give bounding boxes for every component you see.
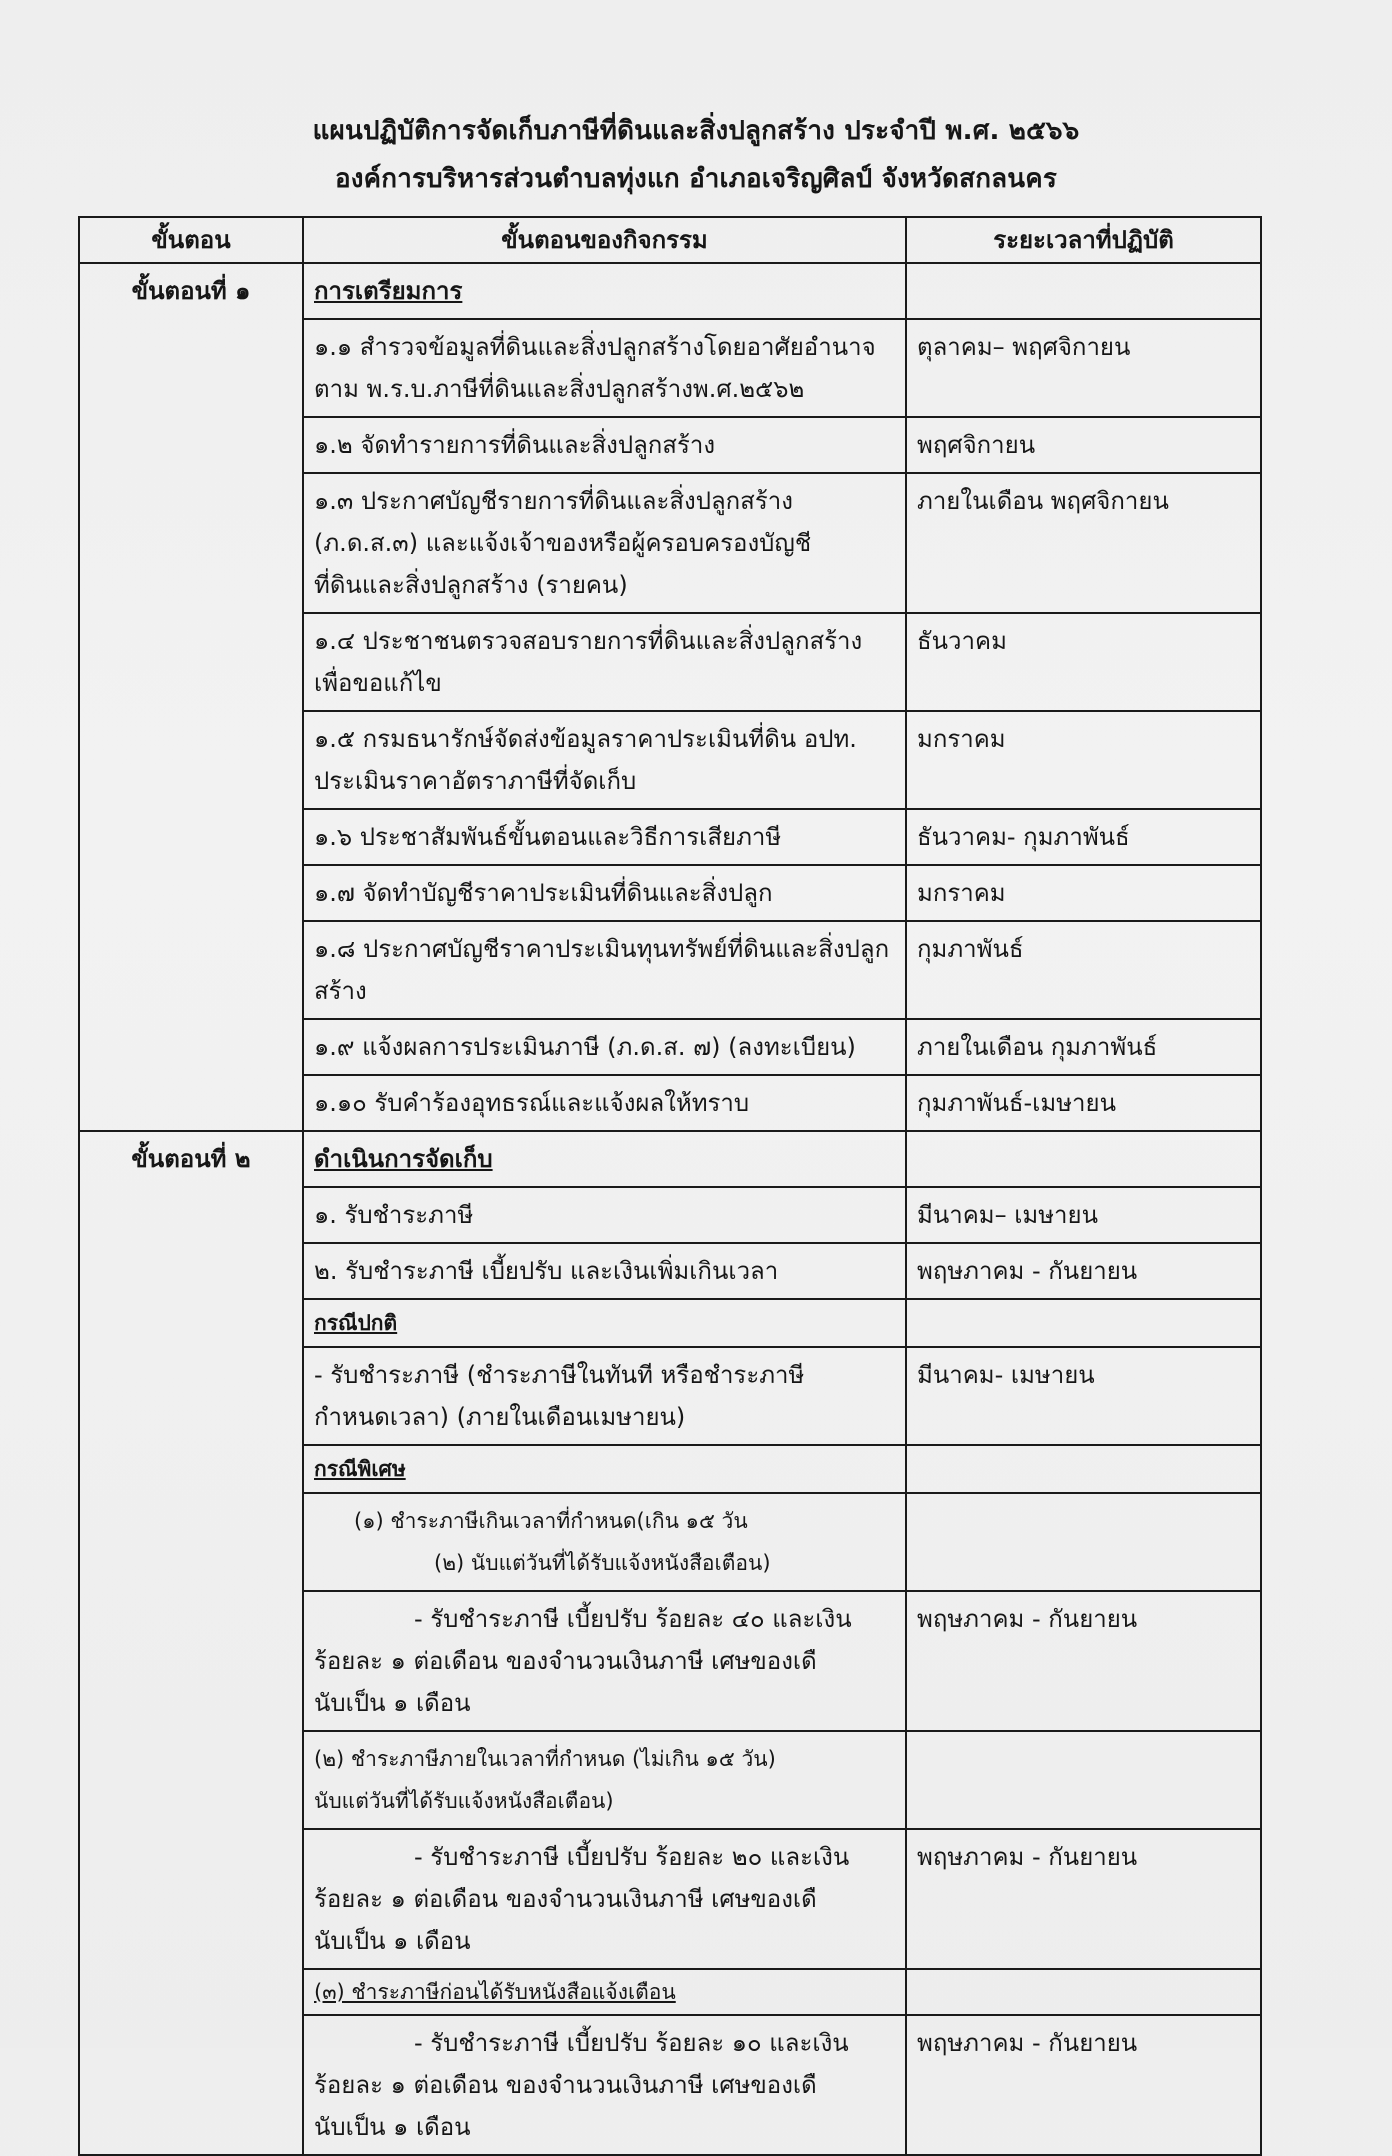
activity-cell: - รับชำระภาษี (ชำระภาษีในทันที หรือชำระภาษี กำหนดเวลา) (ภายในเดือนเมษายน): [303, 1347, 906, 1445]
special-2-title: (๒) ชำระภาษีภายในเวลาที่กำหนด (ไม่เกิน ๑๕ วัน) นับแต่วันที่ได้รับแจ้งหนังสือเตือน): [303, 1731, 906, 1829]
step-2-heading: ดำเนินการจัดเก็บ: [303, 1131, 906, 1187]
activity-cell: ๑.๙ แจ้งผลการประเมินภาษี (ภ.ด.ส. ๗) (ลงทะเบียน): [303, 1019, 906, 1075]
activity-cell: - รับชำระภาษี เบี้ยปรับ ร้อยละ ๔๐ และเงิน ร้อยละ ๑ ต่อเดือน ของจำนวนเงินภาษี เศษของเดื นับเป็น ๑ เดือน: [303, 1591, 906, 1731]
period-cell: [906, 1969, 1261, 2015]
activity-cell: ๑.๓ ประกาศบัญชีรายการที่ดินและสิ่งปลูกสร้าง (ภ.ด.ส.๓) และแจ้งเจ้าของหรือผู้ครอบครองบัญชี ที่ดินและสิ่งปลูกสร้าง (รายคน): [303, 473, 906, 613]
period-cell: [906, 1493, 1261, 1591]
period-cell: มีนาคม- เมษายน: [906, 1347, 1261, 1445]
period-cell: กุมภาพันธ์-เมษายน: [906, 1075, 1261, 1131]
table-header-row: [79, 217, 1261, 263]
period-cell: ธันวาคม: [906, 613, 1261, 711]
period-cell: มกราคม: [906, 865, 1261, 921]
header-activity: ขั้นตอนของกิจกรรม: [303, 217, 906, 263]
header-period: ระยะเวลาที่ปฏิบัติ: [906, 217, 1261, 263]
activity-cell: ๑.๑ สำรวจข้อมูลที่ดินและสิ่งปลูกสร้างโดยอาศัยอำนาจ ตาม พ.ร.บ.ภาษีที่ดินและสิ่งปลูกสร้างพ.ศ.๒๕๖๒: [303, 319, 906, 417]
period-cell: [906, 1731, 1261, 1829]
step-1-heading: การเตรียมการ: [303, 263, 906, 319]
step-2-label: ขั้นตอนที่ ๒: [79, 1131, 303, 2155]
period-cell: ภายในเดือน กุมภาพันธ์: [906, 1019, 1261, 1075]
activity-cell: ๑.๑๐ รับคำร้องอุทธรณ์และแจ้งผลให้ทราบ: [303, 1075, 906, 1131]
period-cell: พฤศจิกายน: [906, 417, 1261, 473]
activity-cell: ๑. รับชำระภาษี: [303, 1187, 906, 1243]
document-title: แผนปฏิบัติการจัดเก็บภาษีที่ดินและสิ่งปลูกสร้าง ประจำปี พ.ศ. ๒๕๖๖: [312, 116, 1080, 146]
special-3-title: (๓) ชำระภาษีก่อนได้รับหนังสือแจ้งเตือน: [303, 1969, 906, 2015]
period-cell: ภายในเดือน พฤศจิกายน: [906, 473, 1261, 613]
activity-cell: ๑.๗ จัดทำบัญชีราคาประเมินที่ดินและสิ่งปลูก: [303, 865, 906, 921]
period-cell: พฤษภาคม - กันยายน: [906, 2015, 1261, 2155]
activity-cell: - รับชำระภาษี เบี้ยปรับ ร้อยละ ๒๐ และเงิน ร้อยละ ๑ ต่อเดือน ของจำนวนเงินภาษี เศษของเดื นับเป็น ๑ เดือน: [303, 1829, 906, 1969]
period-cell: พฤษภาคม - กันยายน: [906, 1829, 1261, 1969]
case-special-label: กรณีพิเศษ: [303, 1445, 906, 1493]
period-cell: [906, 1131, 1261, 1187]
period-cell: [906, 263, 1261, 319]
activity-cell: ๑.๘ ประกาศบัญชีราคาประเมินทุนทรัพย์ที่ดินและสิ่งปลูก สร้าง: [303, 921, 906, 1019]
table-row: [79, 1131, 1261, 1187]
header-step: ขั้นตอน: [79, 217, 303, 263]
activity-cell: ๑.๒ จัดทำรายการที่ดินและสิ่งปลูกสร้าง: [303, 417, 906, 473]
case-normal-label: กรณีปกติ: [303, 1299, 906, 1347]
activity-cell: ๑.๕ กรมธนารักษ์จัดส่งข้อมูลราคาประเมินที่ดิน อปท. ประเมินราคาอัตราภาษีที่จัดเก็บ: [303, 711, 906, 809]
activity-cell: - รับชำระภาษี เบี้ยปรับ ร้อยละ ๑๐ และเงิน ร้อยละ ๑ ต่อเดือน ของจำนวนเงินภาษี เศษของเดื นับเป็น ๑ เดือน: [303, 2015, 906, 2155]
activity-cell: ๒. รับชำระภาษี เบี้ยปรับ และเงินเพิ่มเกินเวลา: [303, 1243, 906, 1299]
period-cell: มีนาคม– เมษายน: [906, 1187, 1261, 1243]
period-cell: [906, 1299, 1261, 1347]
period-cell: ตุลาคม– พฤศจิกายน: [906, 319, 1261, 417]
activity-cell: ๑.๖ ประชาสัมพันธ์ขั้นตอนและวิธีการเสียภาษี: [303, 809, 906, 865]
special-1-title: (๑) ชำระภาษีเกินเวลาที่กำหนด(เกิน ๑๕ วัน (๒) นับแต่วันที่ได้รับแจ้งหนังสือเตือน): [303, 1493, 906, 1591]
period-cell: มกราคม: [906, 711, 1261, 809]
period-cell: พฤษภาคม - กันยายน: [906, 1243, 1261, 1299]
step-1-label: ขั้นตอนที่ ๑: [79, 263, 303, 1131]
plan-table: [78, 216, 1262, 2156]
period-cell: กุมภาพันธ์: [906, 921, 1261, 1019]
activity-cell: ๑.๔ ประชาชนตรวจสอบรายการที่ดินและสิ่งปลูกสร้าง เพื่อขอแก้ไข: [303, 613, 906, 711]
period-cell: [906, 1445, 1261, 1493]
period-cell: ธันวาคม- กุมภาพันธ์: [906, 809, 1261, 865]
document-subtitle: องค์การบริหารส่วนตำบลทุ่งแก อำเภอเจริญศิลป์ จังหวัดสกลนคร: [334, 164, 1058, 194]
period-cell: พฤษภาคม - กันยายน: [906, 1591, 1261, 1731]
table-row: [79, 263, 1261, 319]
